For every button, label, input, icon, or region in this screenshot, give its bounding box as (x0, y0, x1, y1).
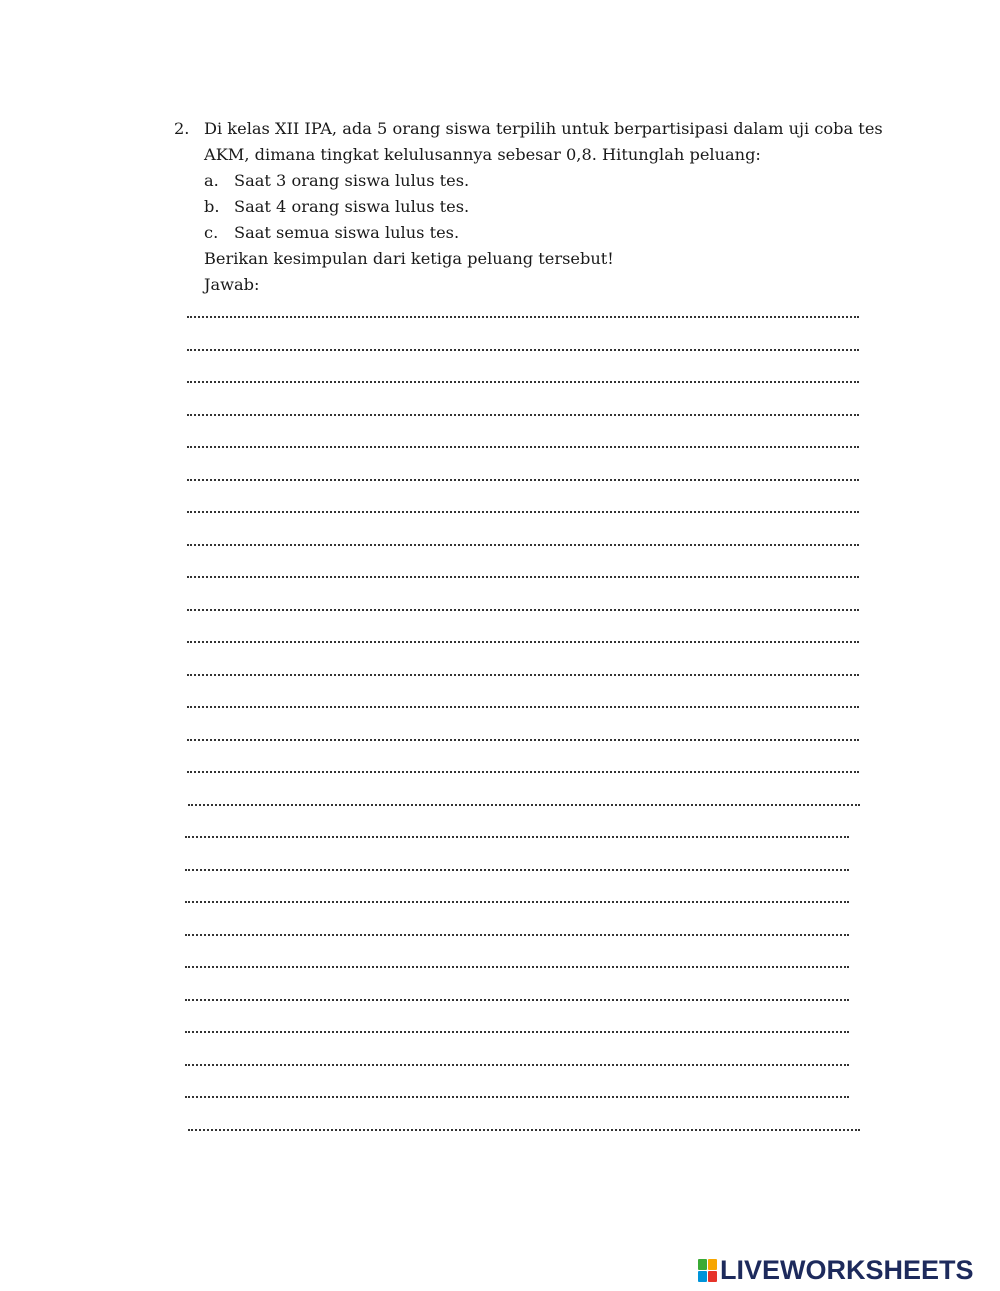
liveworksheets-logo (698, 1255, 974, 1285)
logo-cell (708, 1271, 717, 1282)
answer-line[interactable] (185, 934, 849, 936)
answer-line[interactable] (185, 1096, 849, 1098)
logo-text: LIVEWORKSHEETS (720, 1255, 974, 1285)
answer-line[interactable] (187, 414, 859, 416)
answer-line[interactable] (188, 804, 860, 806)
sub-question-letter: b. (204, 197, 220, 216)
answer-line[interactable] (187, 446, 859, 448)
answer-line[interactable] (185, 1031, 849, 1033)
answer-line[interactable] (185, 1064, 849, 1066)
answer-line[interactable] (185, 901, 849, 903)
answer-line[interactable] (187, 511, 859, 513)
answer-line[interactable] (187, 576, 859, 578)
answer-line[interactable] (187, 706, 859, 708)
conclusion-instruction: Berikan kesimpulan dari ketiga peluang tersebut! (204, 249, 614, 268)
sub-question-letter: c. (204, 223, 219, 242)
answer-line[interactable] (187, 739, 859, 741)
question-body (204, 116, 894, 298)
logo-cell (708, 1259, 717, 1270)
logo-cell (698, 1259, 707, 1270)
sub-question-b (204, 194, 894, 220)
answer-label: Jawab: (204, 275, 260, 294)
logo-cell (698, 1271, 707, 1282)
sub-question-letter: a. (204, 171, 219, 190)
answer-line[interactable] (185, 836, 849, 838)
answer-line[interactable] (187, 316, 859, 318)
question-number: 2. (174, 119, 190, 138)
answer-line[interactable] (187, 544, 859, 546)
question-row (174, 116, 894, 298)
answer-line[interactable] (185, 999, 849, 1001)
answer-line[interactable] (187, 381, 859, 383)
answer-line[interactable] (187, 479, 859, 481)
question-line-2: AKM, dimana tingkat kelulusannya sebesar 0,8. Hitunglah peluang: (204, 145, 761, 164)
answer-line[interactable] (185, 966, 849, 968)
sub-question-c (204, 220, 894, 246)
answer-line[interactable] (187, 641, 859, 643)
logo-icon (698, 1259, 717, 1282)
answer-line[interactable] (185, 869, 849, 871)
answer-line[interactable] (187, 771, 859, 773)
sub-question-text: Saat 4 orang siswa lulus tes. (234, 197, 470, 216)
answer-line[interactable] (187, 349, 859, 351)
answer-line[interactable] (188, 1129, 860, 1131)
question-line-1: Di kelas XII IPA, ada 5 orang siswa terpilih untuk berpartisipasi dalam uji coba tes (204, 119, 883, 138)
answer-line[interactable] (187, 674, 859, 676)
sub-question-text: Saat 3 orang siswa lulus tes. (234, 171, 470, 190)
answer-line[interactable] (187, 609, 859, 611)
question-block (174, 116, 894, 298)
sub-question-list (204, 168, 894, 246)
sub-question-a (204, 168, 894, 194)
sub-question-text: Saat semua siswa lulus tes. (234, 223, 460, 242)
